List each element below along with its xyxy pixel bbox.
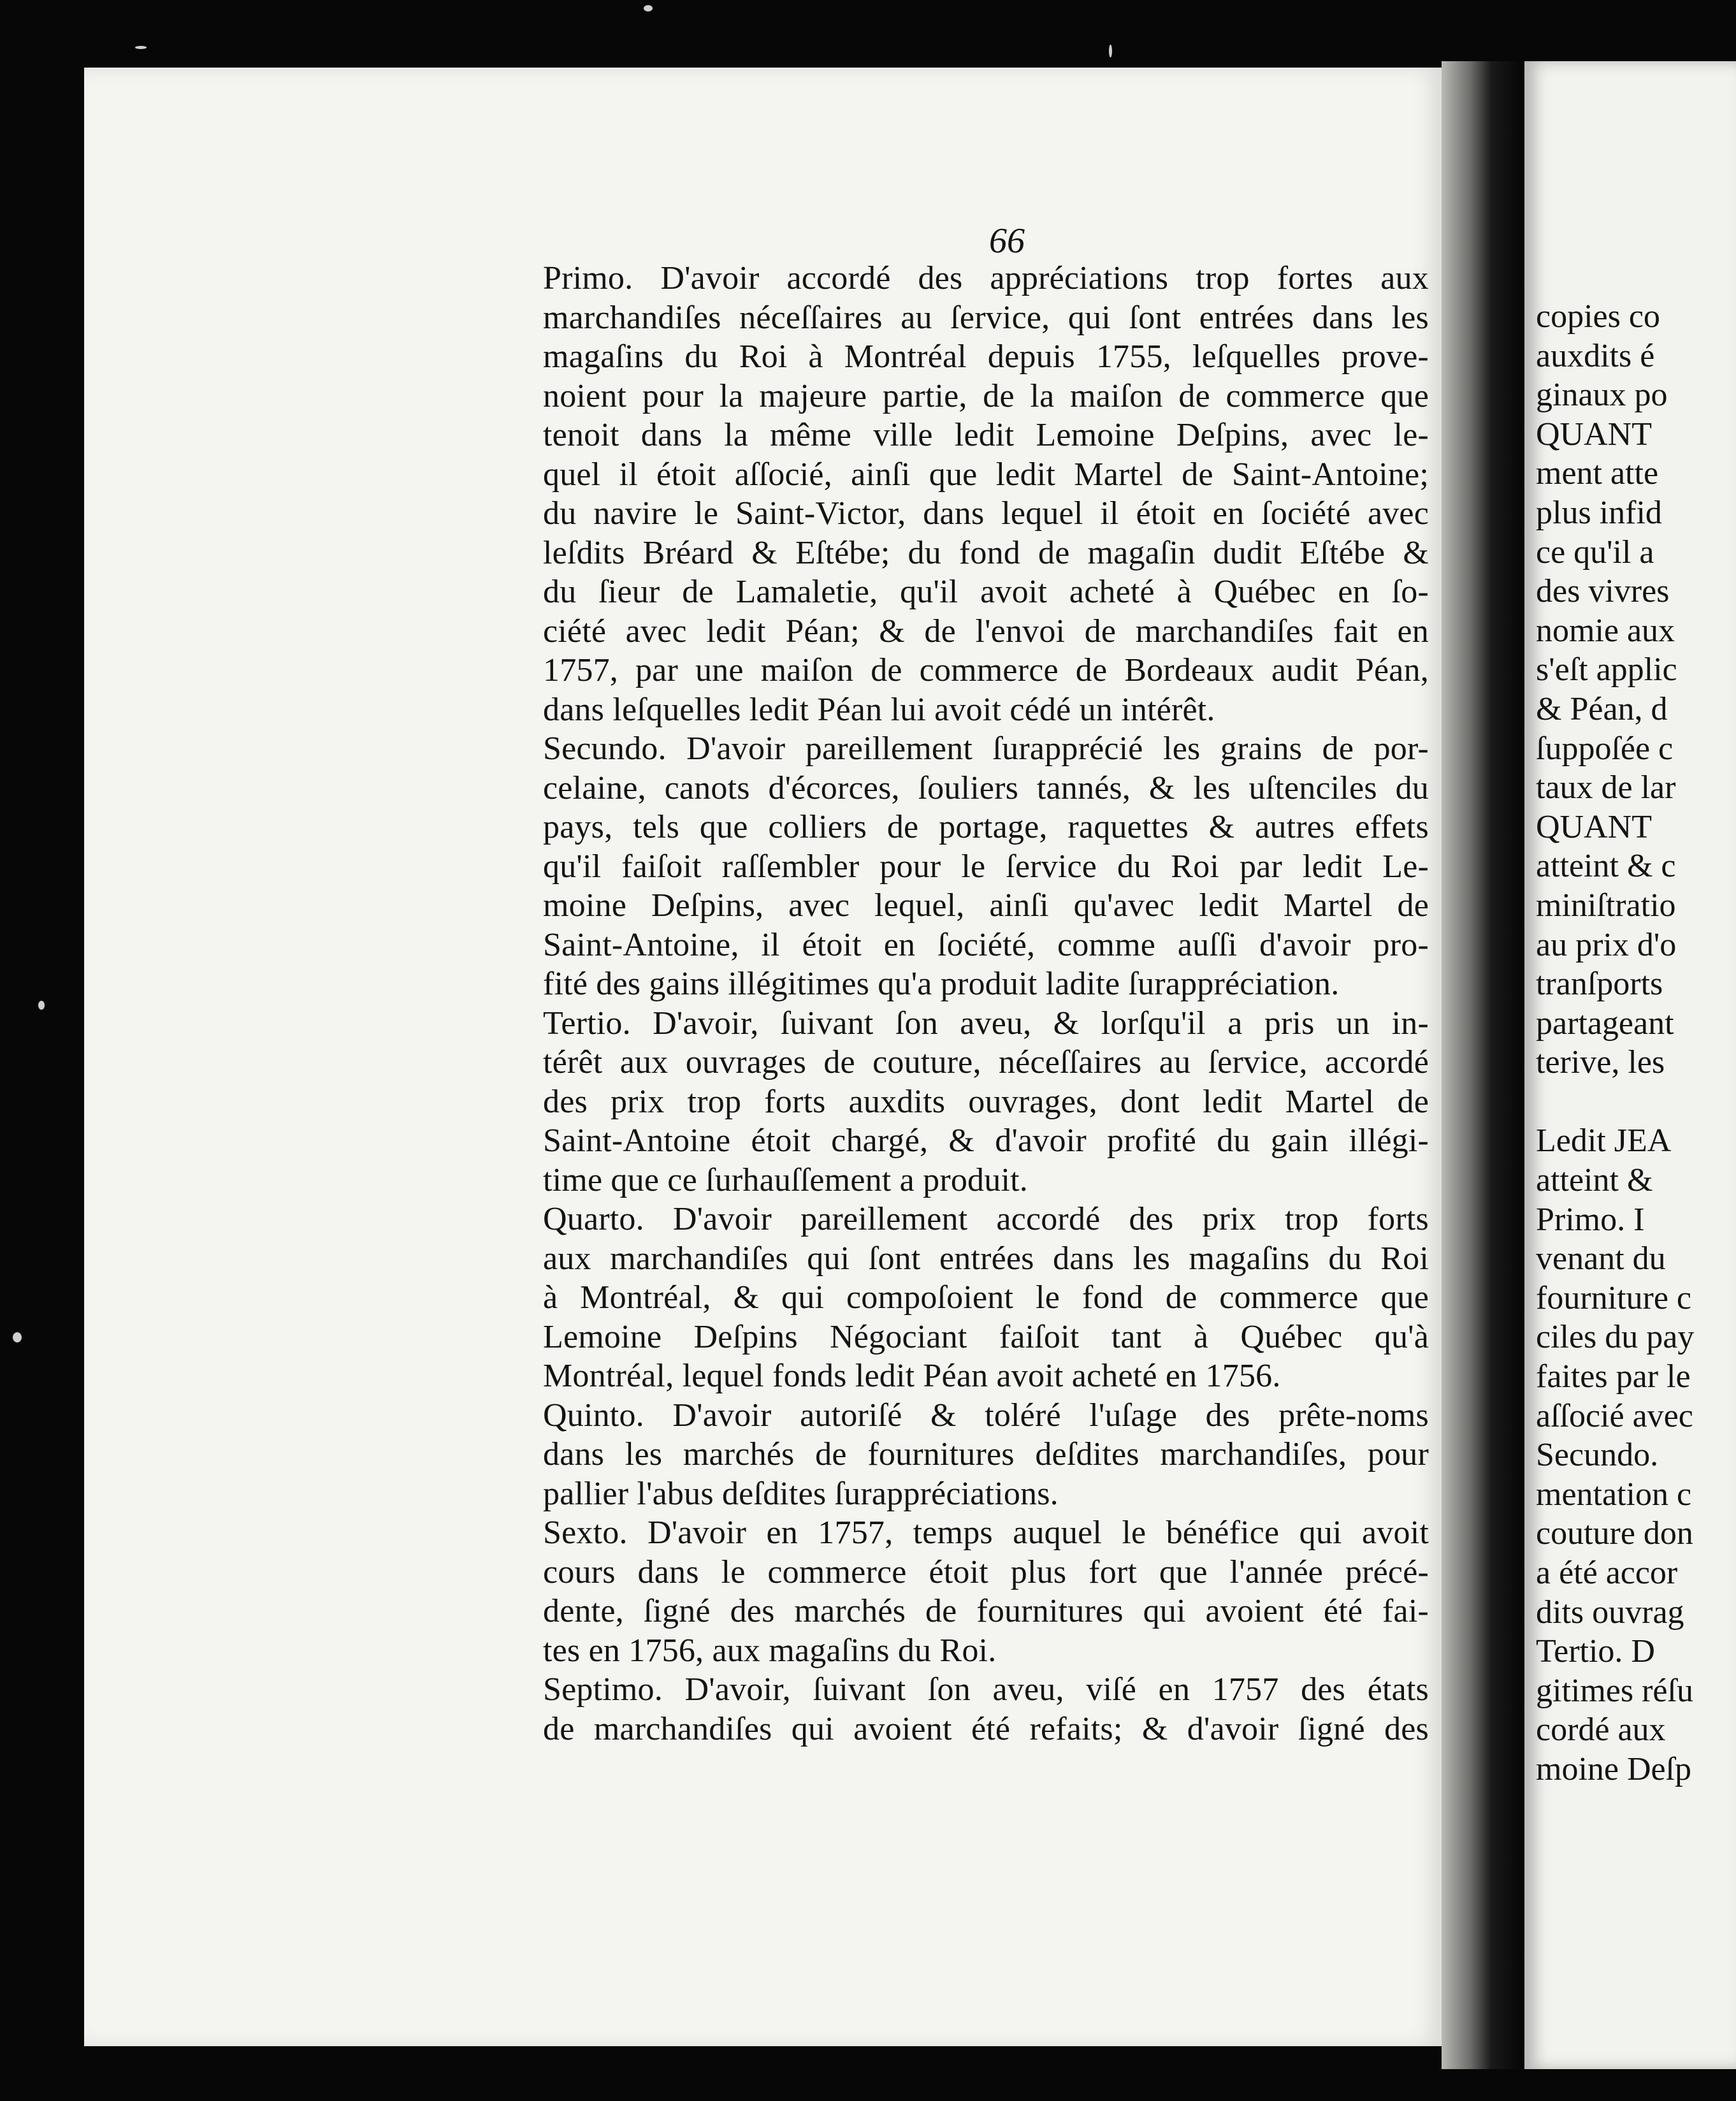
text-line: pays, tels que colliers de portage, raquettes & autres effets (543, 809, 1429, 845)
right-text-line: tranſports (1536, 966, 1663, 1003)
text-line: 1757, par une maiſon de commerce de Bordeaux audit Péan, (543, 652, 1429, 688)
text-line: dente, ſigné des marchés de fournitures qui avoient été fai- (543, 1593, 1429, 1629)
text-line: tenoit dans la même ville ledit Lemoine Deſpins, avec le- (543, 417, 1429, 453)
right-text-line: atteint & c (1536, 848, 1676, 885)
text-line: Sexto. D'avoir en 1757, temps auquel le bénéfice qui avoit (543, 1515, 1429, 1551)
dust-speck (38, 1001, 45, 1010)
right-text-line: gitimes réſu (1536, 1672, 1693, 1709)
right-text-line: moine Deſp (1536, 1750, 1692, 1787)
text-line: moine Deſpins, avec lequel, ainſi qu'avec ledit Martel de (543, 887, 1429, 924)
right-text-line (1536, 1082, 1736, 1122)
right-text-line: ſuppoſée c (1536, 730, 1674, 767)
text-line: térêt aux ouvrages de couture, néceſſaires au ſervice, accordé (543, 1044, 1429, 1080)
dust-speck (13, 1332, 22, 1342)
right-text-line: au prix d'o (1536, 926, 1677, 963)
text-line: fité des gains illégitimes qu'a produit ladite ſurappréciation. (543, 966, 1340, 1002)
right-text-line: faites par le (1536, 1358, 1691, 1395)
dust-speck (644, 5, 653, 11)
right-page-body (1536, 297, 1736, 1789)
right-text-line: taux de lar (1536, 769, 1676, 806)
right-text-line: aſſocié avec (1536, 1397, 1693, 1434)
text-line: Tertio. D'avoir, ſuivant ſon aveu, & lorſqu'il a pris un in- (543, 1005, 1429, 1042)
right-text-line: ce qu'il a (1536, 534, 1654, 571)
text-line: marchandiſes néceſſaires au ſervice, qui ſont entrées dans les (543, 299, 1429, 336)
right-text-line: plus infid (1536, 494, 1662, 531)
right-text-line: Primo. I (1536, 1201, 1645, 1238)
right-text-line: QUANT (1536, 416, 1652, 453)
right-text-line: Tertio. D (1536, 1633, 1655, 1670)
right-text-line: miniſtratio (1536, 887, 1676, 924)
right-text-line: Ledit JEA (1536, 1123, 1672, 1160)
text-line: pallier l'abus deſdites ſurappréciations. (543, 1475, 1059, 1512)
text-line: qu'il faiſoit raſſembler pour le ſervice du Roi par ledit Le- (543, 848, 1429, 885)
text-line: Saint-Antoine, il étoit en ſociété, comme auſſi d'avoir pro- (543, 926, 1429, 963)
text-line: ciété avec ledit Péan; & de l'envoi de marchandiſes fait en (543, 613, 1429, 650)
text-line: time que ce ſurhauſſement a produit. (543, 1161, 1028, 1198)
right-text-line: mentation c (1536, 1476, 1692, 1513)
text-line: dans leſquelles ledit Péan lui avoit cédé un intérêt. (543, 691, 1215, 728)
page-number: 66 (989, 221, 1025, 261)
text-line: dans les marchés de fournitures deſdites marchandiſes, pour (543, 1436, 1429, 1472)
right-text-line: copies co (1536, 298, 1660, 335)
text-line: noient pour la majeure partie, de la maiſon de commerce que (543, 377, 1429, 414)
text-line: de marchandiſes qui avoient été refaits; & d'avoir ſigné des (543, 1710, 1429, 1747)
right-text-line: atteint & (1536, 1162, 1653, 1199)
text-line: Saint-Antoine étoit chargé, & d'avoir profité du gain illégi- (543, 1123, 1429, 1159)
right-text-line: s'eſt applic (1536, 651, 1677, 688)
text-line: quel il étoit aſſocié, ainſi que ledit Martel de Saint-Antoine; (543, 456, 1429, 493)
text-line: celaine, canots d'écorces, ſouliers tannés, & les uſtenciles du (543, 769, 1429, 806)
text-line: à Montréal, & qui compoſoient le fond de commerce que (543, 1279, 1429, 1316)
text-line: Montréal, lequel fonds ledit Péan avoit acheté en 1756. (543, 1358, 1281, 1394)
text-line: Septimo. D'avoir, ſuivant ſon aveu, viſé en 1757 des états (543, 1671, 1429, 1708)
right-text-line: & Péan, d (1536, 690, 1668, 727)
left-page-body (543, 259, 1429, 1748)
right-text-line: cordé aux (1536, 1712, 1666, 1748)
right-text-line: a été accor (1536, 1555, 1678, 1591)
right-text-line: ginaux po (1536, 377, 1668, 414)
text-line: Quarto. D'avoir pareillement accordé des prix trop forts (543, 1201, 1429, 1237)
text-line: Secundo. D'avoir pareillement ſurapprécié les grains de por- (543, 731, 1429, 767)
left-page (84, 68, 1442, 2046)
right-text-line: ment atte (1536, 455, 1659, 492)
text-line: Primo. D'avoir accordé des appréciations trop fortes aux (543, 260, 1429, 296)
right-page (1524, 61, 1736, 2069)
text-line: cours dans le commerce étoit plus fort que l'année précé- (543, 1553, 1429, 1590)
right-text-line: venant du (1536, 1240, 1666, 1277)
right-text-line: QUANT (1536, 808, 1652, 845)
right-text-line: nomie aux (1536, 612, 1675, 649)
text-line: tes en 1756, aux magaſins du Roi. (543, 1632, 997, 1669)
text-line: leſdits Bréard & Eſtébe; du fond de magaſin dudit Eſtébe & (543, 534, 1429, 571)
right-text-line: Secundo. (1536, 1437, 1659, 1474)
text-line: Quinto. D'avoir autoriſé & toléré l'uſage des prête-noms (543, 1397, 1429, 1434)
text-line: magaſins du Roi à Montréal depuis 1755, leſquelles prove- (543, 338, 1429, 375)
right-text-line: partageant (1536, 1005, 1674, 1042)
text-line: Lemoine Deſpins Négociant faiſoit tant à Québec qu'à (543, 1318, 1429, 1355)
right-text-line: auxdits é (1536, 337, 1655, 374)
right-text-line: dits ouvrag (1536, 1594, 1684, 1631)
text-line: aux marchandiſes qui ſont entrées dans les magaſins du Roi (543, 1240, 1429, 1277)
dust-speck (135, 46, 147, 49)
book-gutter (1442, 61, 1524, 2069)
dust-speck (1109, 45, 1112, 57)
right-text-line: ciles du pay (1536, 1319, 1695, 1356)
text-line: du navire le Saint-Victor, dans lequel il étoit en ſociété avec (543, 495, 1429, 532)
right-text-line: des vivres (1536, 573, 1670, 610)
right-text-line: fourniture c (1536, 1279, 1692, 1316)
right-text-line: couture don (1536, 1515, 1693, 1552)
text-line: du ſieur de Lamaletie, qu'il avoit acheté à Québec en ſo- (543, 574, 1429, 610)
right-text-line: terive, les (1536, 1044, 1665, 1081)
text-line: des prix trop forts auxdits ouvrages, dont ledit Martel de (543, 1083, 1429, 1120)
